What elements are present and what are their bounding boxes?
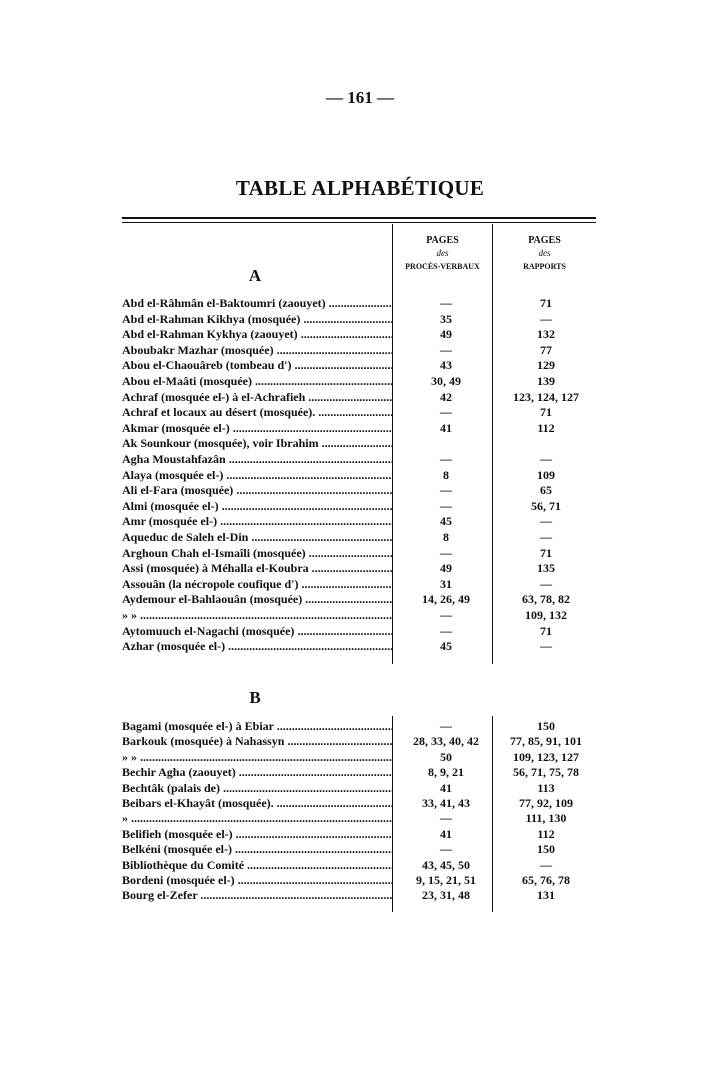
entry-pages-proces-verbaux: 45 <box>440 514 452 529</box>
index-entry <box>122 326 602 342</box>
entry-name: » ..... <box>122 810 392 826</box>
column-header-line: PAGES <box>528 235 561 246</box>
entry-pages-rapports: — <box>540 576 552 591</box>
entry-pages-rapports: 150 <box>537 719 555 733</box>
entry-pages-rapports: — <box>540 311 552 326</box>
index-entry <box>122 887 602 903</box>
entry-pages-proces-verbaux: 28, 33, 40, 42 <box>413 734 479 749</box>
entry-pages-proces-verbaux: 50 <box>440 749 452 764</box>
entry-pages-proces-verbaux: — <box>440 296 452 310</box>
section-letter-b: B <box>249 688 261 707</box>
entry-pages-rapports: 71 <box>540 545 552 560</box>
entry-pages-proces-verbaux: — <box>440 608 452 622</box>
entry-name: Assi (mosquée) à Méhalla el-Koubra ..... <box>122 560 392 576</box>
section-letter-a: A <box>248 266 262 285</box>
index-entry <box>122 857 602 873</box>
index-entry <box>122 560 602 576</box>
entry-pages-rapports: — <box>540 514 552 529</box>
entry-name: Aytomuuch el-Nagachi (mosquée) ..... <box>122 623 392 639</box>
entry-name: Aboubakr Mazhar (mosquée) ..... <box>122 342 392 358</box>
entry-pages-proces-verbaux: — <box>440 498 452 513</box>
entry-pages-rapports: — <box>540 530 552 544</box>
index-entry <box>122 420 602 436</box>
index-entry <box>122 295 602 311</box>
entry-name: Belifieh (mosquée el-) ..... <box>122 826 392 842</box>
entry-pages-rapports: 113 <box>537 780 555 795</box>
entry-name: Azhar (mosquée el-) ..... <box>122 638 392 654</box>
entry-pages-proces-verbaux: 8 <box>443 467 449 482</box>
entry-pages-proces-verbaux: 41 <box>440 826 452 841</box>
entry-pages-proces-verbaux: 35 <box>440 311 452 326</box>
index-entry <box>122 342 602 358</box>
entry-pages-proces-verbaux: 8, 9, 21 <box>428 765 464 780</box>
entry-pages-rapports: 65 <box>540 483 552 498</box>
entry-pages-proces-verbaux: — <box>440 545 452 560</box>
entry-name: Bechir Agha (zaouyet) ..... <box>122 764 392 780</box>
entry-pages-rapports: 77, 85, 91, 101 <box>510 734 582 749</box>
entry-name: Achraf (mosquée el-) à el-Achrafieh ..... <box>122 389 392 405</box>
index-entry <box>122 607 602 623</box>
entry-name: Bourg el-Zefer ..... <box>122 887 392 903</box>
index-entry <box>122 591 602 607</box>
index-entry <box>122 749 602 765</box>
entry-pages-rapports: 56, 71, 75, 78 <box>513 765 579 780</box>
index-entry <box>122 623 602 639</box>
entry-name: Arghoun Chah el-Ismaîli (mosquée) ..... <box>122 545 392 561</box>
entry-pages-proces-verbaux: 43, 45, 50 <box>422 857 470 872</box>
column-header-line: PAGES <box>426 235 459 246</box>
entry-pages-proces-verbaux: 33, 41, 43 <box>422 796 470 810</box>
entry-pages-proces-verbaux: 9, 15, 21, 51 <box>416 873 476 887</box>
entry-pages-proces-verbaux: — <box>440 719 452 733</box>
index-entry <box>122 780 602 796</box>
index-entry <box>122 357 602 373</box>
entry-pages-proces-verbaux: 41 <box>440 780 452 795</box>
entry-pages-rapports: 71 <box>540 405 552 420</box>
entry-pages-proces-verbaux: — <box>440 405 452 420</box>
entry-name: Bibliothèque du Comité ..... <box>122 857 392 873</box>
entry-pages-rapports: — <box>540 639 552 654</box>
entry-name: Amr (mosquée el-) ..... <box>122 513 392 529</box>
entry-pages-proces-verbaux: — <box>440 811 452 826</box>
index-entry <box>122 872 602 888</box>
entry-name: Agha Moustahfazân ..... <box>122 451 392 467</box>
entry-pages-proces-verbaux: 41 <box>440 420 452 435</box>
index-entry <box>122 435 602 451</box>
column-header-line: RAPPORTS <box>523 262 566 271</box>
index-entry <box>122 529 602 545</box>
entry-name: Bagami (mosquée el-) à Ebiar ..... <box>122 718 392 734</box>
index-entry <box>122 826 602 842</box>
entry-pages-rapports: 77 <box>540 342 552 357</box>
entry-pages-rapports: 112 <box>537 826 555 841</box>
entry-pages-rapports: 150 <box>537 842 555 857</box>
entry-pages-proces-verbaux: 42 <box>440 389 452 404</box>
entry-pages-proces-verbaux: 23, 31, 48 <box>422 888 470 903</box>
column-header-proces-verbaux <box>393 234 492 273</box>
entry-pages-rapports: 123, 124, 127 <box>513 389 579 404</box>
index-entry <box>122 467 602 483</box>
column-header-line: des <box>436 248 449 258</box>
index-entry <box>122 311 602 327</box>
entry-name: Abd el-Râhmân el-Baktoumri (zaouyet) ..... <box>122 295 392 311</box>
entry-pages-rapports: 111, 130 <box>525 811 567 826</box>
index-entry <box>122 545 602 561</box>
entry-name: Aydemour el-Bahlaouân (mosquée) ..... <box>122 591 392 607</box>
entry-pages-proces-verbaux: — <box>440 842 452 857</box>
entry-pages-rapports: 56, 71 <box>531 498 561 513</box>
entry-name: Abd el-Rahman Kykhya (zaouyet) ..... <box>122 326 392 342</box>
entry-name: Belkéni (mosquée el-) ..... <box>122 841 392 857</box>
entry-name: » » ..... <box>122 749 392 765</box>
entry-pages-rapports: 65, 76, 78 <box>522 873 570 887</box>
entry-pages-rapports: 77, 92, 109 <box>519 796 573 810</box>
entry-name: Assouân (la nécropole coufique d') ..... <box>122 576 392 592</box>
column-header-line: PROCÈS-VERBAUX <box>405 262 480 271</box>
index-entry <box>122 451 602 467</box>
index-entry <box>122 810 602 826</box>
entry-pages-proces-verbaux: — <box>440 452 452 466</box>
page-number: — 161 — <box>326 88 394 107</box>
entry-pages-proces-verbaux: 8 <box>443 530 449 544</box>
entry-pages-proces-verbaux: 43 <box>440 358 452 373</box>
entry-name: Bechtâk (palais de) ..... <box>122 780 392 796</box>
entry-name: Alaya (mosquée el-) ..... <box>122 467 392 483</box>
index-entry <box>122 841 602 857</box>
index-entry <box>122 482 602 498</box>
index-entry <box>122 795 602 811</box>
entry-name: » » ..... <box>122 607 392 623</box>
entry-pages-proces-verbaux: 31 <box>440 576 452 591</box>
index-entry <box>122 513 602 529</box>
entry-name: Achraf et locaux au désert (mosquée). ..... <box>122 404 392 420</box>
entry-name: Abou el-Maâti (mosquée) ..... <box>122 373 392 389</box>
index-entry <box>122 404 602 420</box>
page-title: TABLE ALPHABÉTIQUE <box>235 176 485 200</box>
entry-name: Beibars el-Khayât (mosquée). ..... <box>122 795 392 811</box>
entry-pages-proces-verbaux: — <box>440 483 452 498</box>
entry-pages-rapports: 109, 132 <box>525 608 567 622</box>
entry-pages-rapports: — <box>540 452 552 466</box>
entry-pages-rapports: 135 <box>537 561 555 576</box>
top-rule-thin <box>122 222 596 223</box>
index-entry <box>122 718 602 734</box>
entry-pages-proces-verbaux: 49 <box>440 561 452 576</box>
entry-pages-rapports: 139 <box>537 374 555 388</box>
entry-name: Almi (mosquée el-) ..... <box>122 498 392 514</box>
entry-pages-proces-verbaux: 49 <box>440 327 452 342</box>
entry-name: Abou el-Chaouâreb (tombeau d') ..... <box>122 357 392 373</box>
entry-pages-proces-verbaux: — <box>440 342 452 357</box>
entry-name: Akmar (mosquée el-) ..... <box>122 420 392 436</box>
entry-pages-proces-verbaux: 30, 49 <box>431 374 461 388</box>
entry-pages-rapports: 71 <box>540 296 552 310</box>
entry-pages-proces-verbaux: 14, 26, 49 <box>422 592 470 607</box>
index-entry <box>122 638 602 654</box>
entry-pages-rapports: 112 <box>537 420 555 435</box>
index-entry <box>122 576 602 592</box>
entry-name: Abd el-Rahman Kikhya (mosquée) ..... <box>122 311 392 327</box>
entry-pages-rapports: 131 <box>537 888 555 903</box>
column-header-rapports <box>493 234 596 273</box>
index-entry <box>122 733 602 749</box>
entry-name: Aqueduc de Saleh el-Din ..... <box>122 529 392 545</box>
index-entry <box>122 498 602 514</box>
entry-pages-rapports: 129 <box>537 358 555 373</box>
entry-pages-rapports: 132 <box>537 327 555 342</box>
index-entry <box>122 373 602 389</box>
entry-pages-rapports: 109, 123, 127 <box>513 749 579 764</box>
entry-name: Ali el-Fara (mosquée) ..... <box>122 482 392 498</box>
top-rule <box>122 217 596 219</box>
entry-pages-rapports: 63, 78, 82 <box>522 592 570 607</box>
column-header-line: des <box>538 248 551 258</box>
index-entry <box>122 389 602 405</box>
index-entry <box>122 764 602 780</box>
entry-name: Ak Sounkour (mosquée), voir Ibrahim ..... <box>122 435 392 451</box>
entry-name: Barkouk (mosquée) à Nahassyn ..... <box>122 733 392 749</box>
entry-pages-rapports: — <box>540 857 552 872</box>
entry-pages-proces-verbaux: 45 <box>440 639 452 654</box>
entry-pages-proces-verbaux: — <box>440 623 452 638</box>
entry-pages-rapports: 109 <box>537 467 555 482</box>
entry-name: Bordeni (mosquée el-) ..... <box>122 872 392 888</box>
entry-pages-rapports: 71 <box>540 623 552 638</box>
